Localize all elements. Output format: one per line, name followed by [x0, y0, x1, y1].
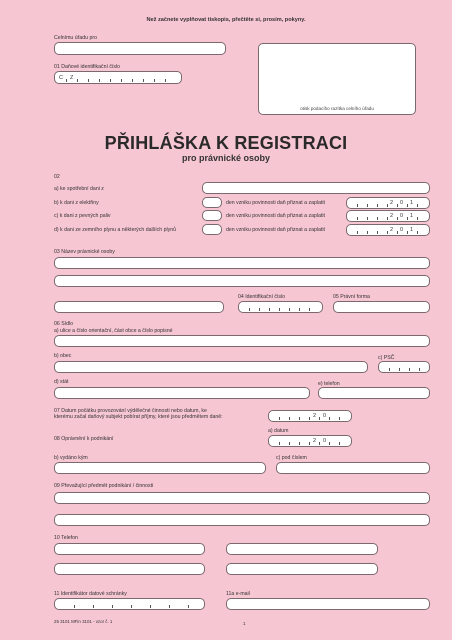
office-label: Celnímu úřadu pro: [54, 35, 97, 41]
municipality-label: b) obec: [54, 353, 72, 359]
tax-id-field[interactable]: [54, 71, 182, 84]
section-11-label: 11 Identifikátor datové schránky: [54, 591, 127, 597]
number-label: c) pod číslem: [276, 455, 307, 461]
id-number-field[interactable]: [238, 301, 323, 313]
section-05-label: 05 Právní forma: [333, 294, 370, 300]
row-a-label: a) ke spotřební dani z: [54, 186, 104, 192]
obligation-label-c: den vzniku povinnosti daň přiznat a zaplatit: [226, 213, 325, 219]
section-09-label: 09 Převažující předmět podnikání / činnosti: [54, 483, 154, 489]
state-label: d) stát: [54, 379, 69, 385]
electricity-checkbox[interactable]: [202, 197, 222, 208]
municipality-field[interactable]: [54, 361, 368, 373]
page-number: 1: [243, 621, 246, 626]
section-07-line2: kterému začal daňový subjekt pobírat příjmy, které jsou předmětem daně:: [54, 414, 223, 420]
activity-field-2[interactable]: [54, 514, 430, 526]
stamp-label: otisk podacího razítka celního úřadu: [300, 106, 374, 111]
phone-label-e: e) telefon: [318, 381, 340, 387]
name-field-2[interactable]: [54, 275, 430, 287]
section-10-label: 10 Telefon: [54, 535, 78, 541]
office-field[interactable]: [54, 42, 226, 55]
state-field[interactable]: [54, 387, 310, 399]
tax-id-label: 01 Daňové identifikační číslo: [54, 64, 121, 70]
section-07-line1: 07 Datum počátku provozování výdělečné činnosti nebo datum, ke: [54, 408, 207, 414]
phone-field-2[interactable]: [226, 543, 378, 555]
section-11a-label: 11a e-mail: [226, 591, 250, 597]
date-label: a) datum: [268, 428, 289, 434]
page-title: PŘIHLÁŠKA K REGISTRACI: [104, 133, 348, 153]
legal-form-field[interactable]: [333, 301, 430, 313]
stamp-box: [258, 43, 416, 115]
email-field[interactable]: [226, 598, 430, 610]
row-c-label: c) k dani z pevných paliv: [54, 213, 111, 219]
name-field-1[interactable]: [54, 257, 430, 269]
psc-label: c) PSČ: [378, 355, 395, 361]
section-06-label: 06 Sídlo: [54, 321, 74, 327]
obligation-label-b: den vzniku povinnosti daň přiznat a zaplatit: [226, 200, 325, 206]
instruction-text: Než začnete vyplňovat tiskopis, přečtěte si, prosím, pokyny.: [146, 17, 306, 23]
name-field-3[interactable]: [54, 301, 224, 313]
electricity-date-field[interactable]: 2 0 1: [346, 197, 430, 209]
issued-by-field[interactable]: [54, 462, 266, 474]
row-b-label: b) k dani z elektřiny: [54, 200, 99, 206]
section-02-label: 02: [54, 174, 60, 180]
phone-field-1[interactable]: [54, 543, 205, 555]
tax-id-prefix-c: C: [59, 74, 63, 81]
section-04-label: 04 Identifikační číslo: [238, 294, 286, 300]
section-08-label: 08 Oprávnění k podnikání: [54, 436, 114, 442]
issued-by-label: b) vydáno kým: [54, 455, 88, 461]
natural-gas-checkbox[interactable]: [202, 224, 222, 235]
license-number-field[interactable]: [276, 462, 430, 474]
excise-tax-field[interactable]: [202, 182, 430, 194]
activity-start-date-field[interactable]: 2 0: [268, 410, 352, 422]
phone-field-3[interactable]: [54, 563, 205, 575]
street-field[interactable]: [54, 335, 430, 347]
phone-field-4[interactable]: [226, 563, 378, 575]
data-box-field[interactable]: [54, 598, 205, 610]
obligation-label-d: den vzniku povinnosti daň přiznat a zaplatit: [226, 227, 325, 233]
solid-fuels-checkbox[interactable]: [202, 210, 222, 221]
section-03-label: 03 Název právnické osoby: [54, 249, 115, 255]
psc-field[interactable]: [378, 361, 430, 373]
page-subtitle: pro právnické osoby: [181, 153, 271, 163]
phone-field-e[interactable]: [318, 387, 430, 399]
solid-fuels-date-field[interactable]: 2 0 1: [346, 210, 430, 222]
tax-id-prefix-z: Z: [70, 74, 74, 81]
street-label: a) ulice a číslo orientační, část obce a číslo popisné: [54, 328, 173, 334]
natural-gas-date-field[interactable]: 2 0 1: [346, 224, 430, 236]
license-date-field[interactable]: 2 0: [268, 435, 352, 447]
activity-field-1[interactable]: [54, 492, 430, 504]
row-d-label: d) k dani ze zemního plynu a některých dalších plynů: [54, 227, 176, 233]
footer-code: 25 3101 MFin 3101 - vzor č. 1: [54, 619, 113, 624]
